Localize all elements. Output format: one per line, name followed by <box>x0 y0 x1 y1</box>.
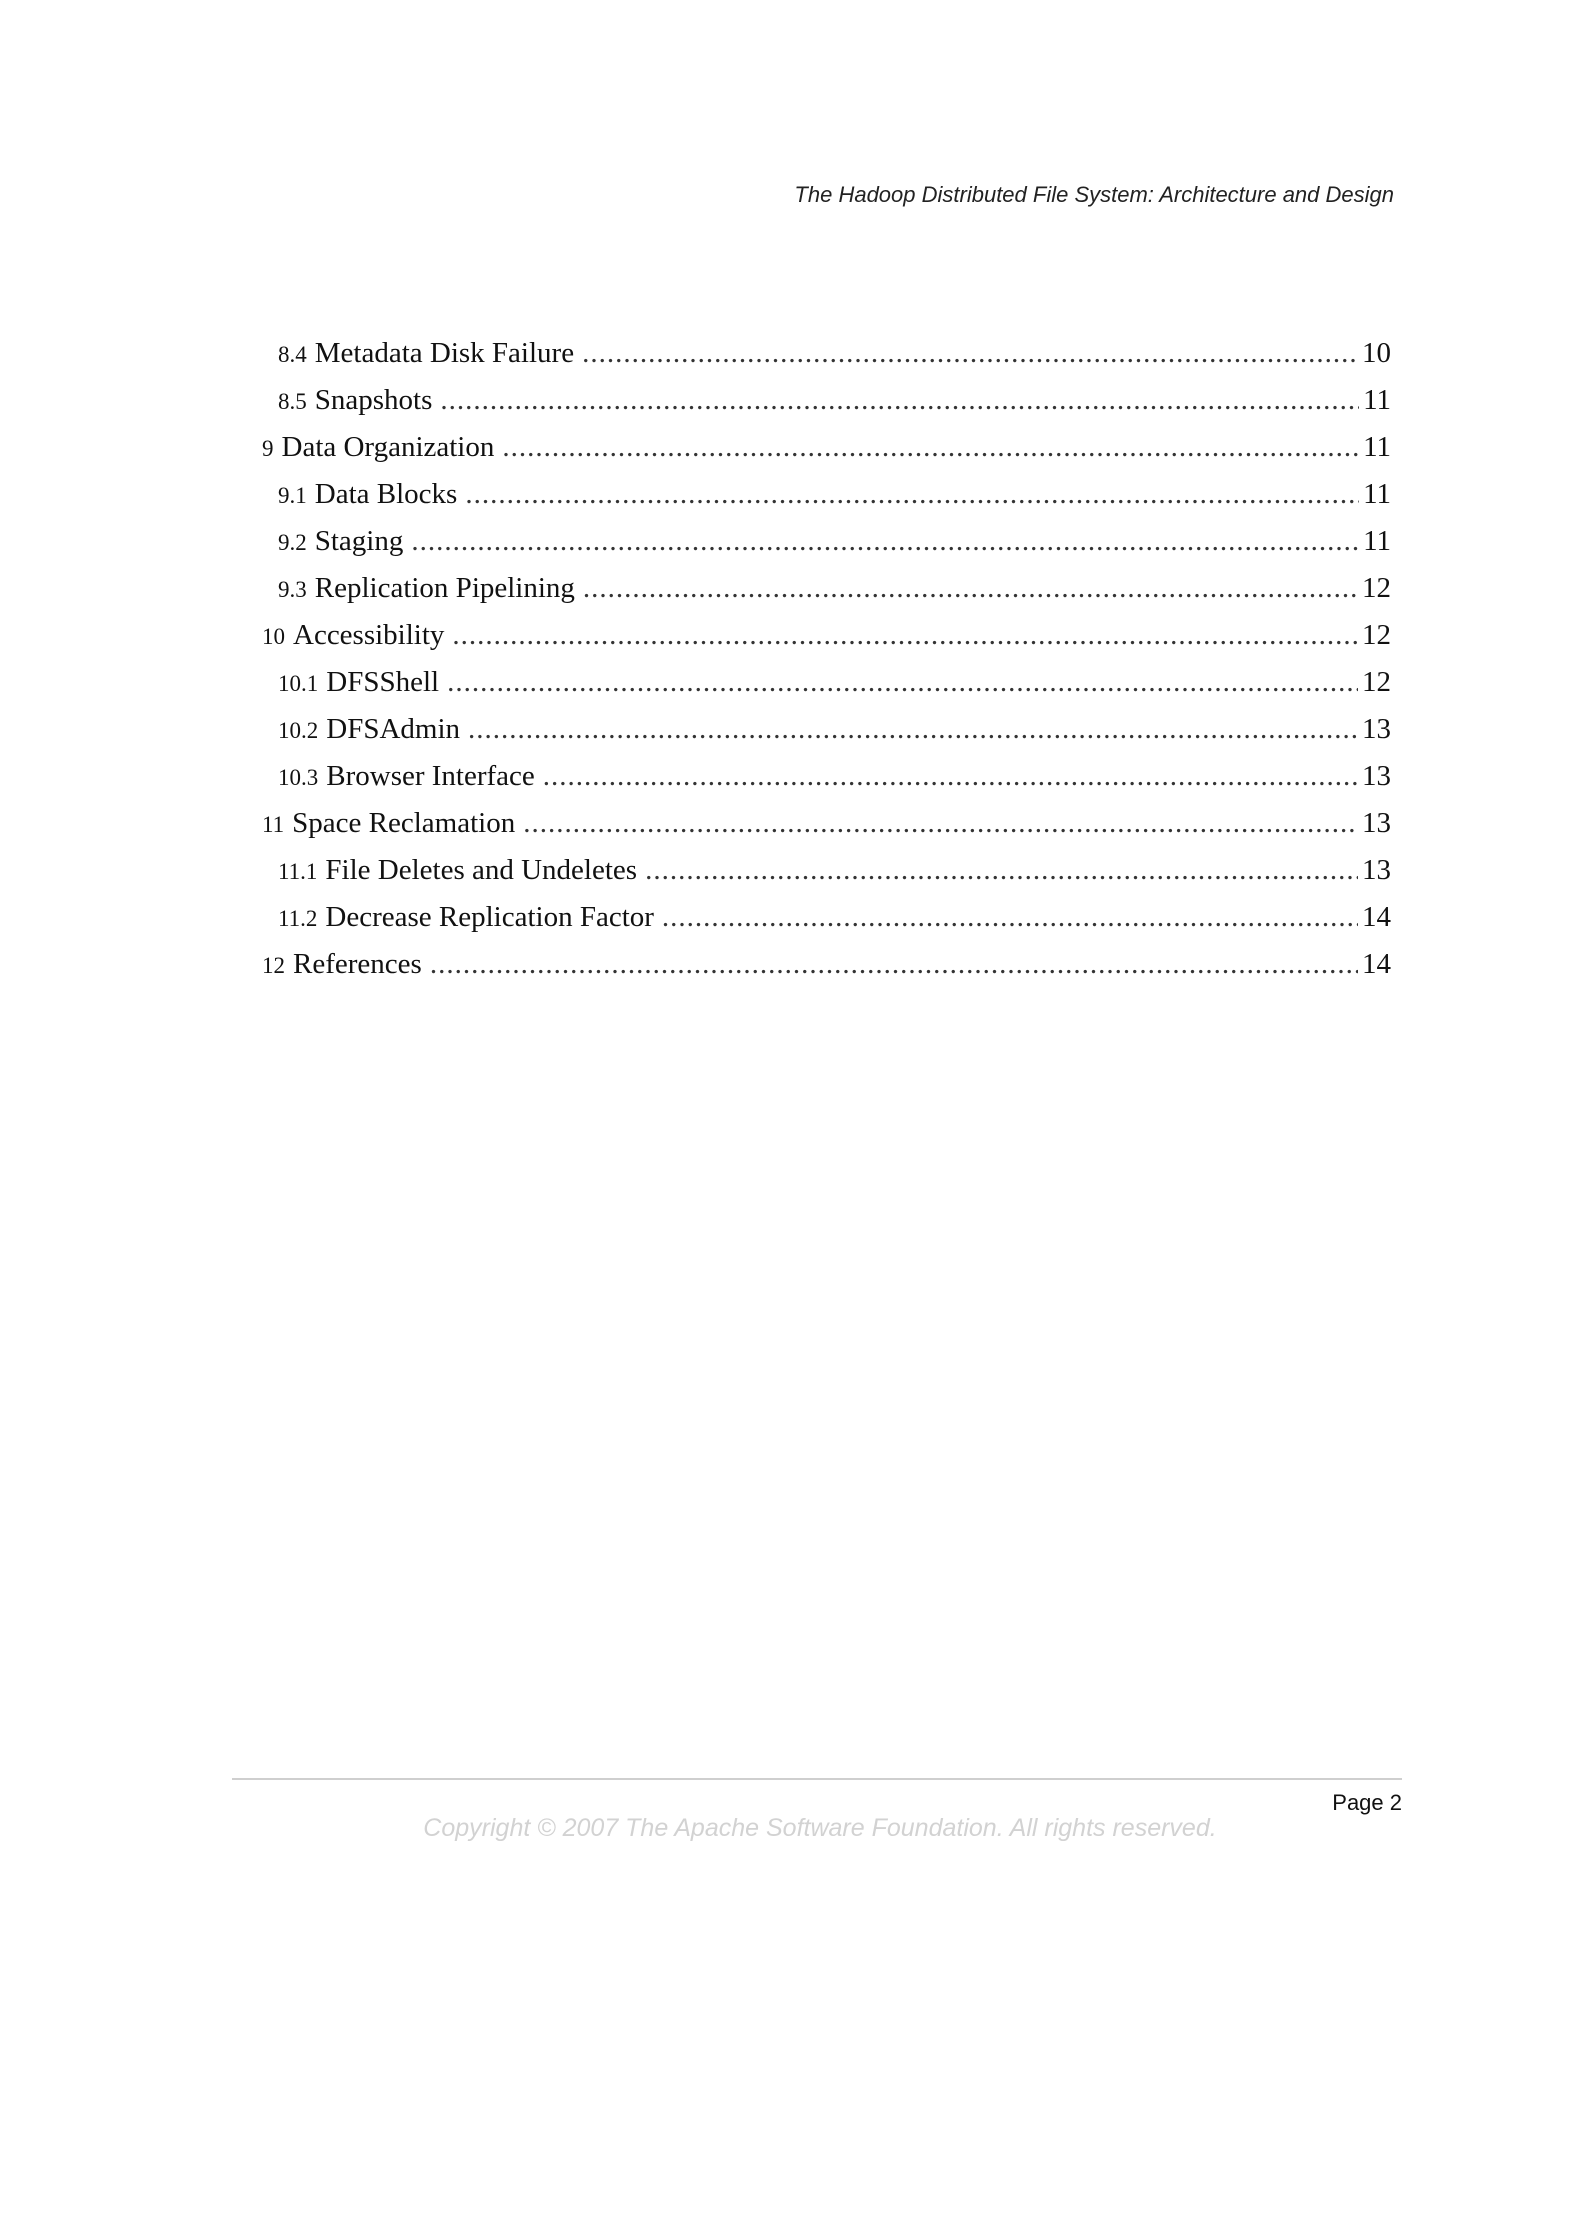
toc-entry[interactable] <box>262 518 1391 565</box>
toc-entry-number: 11.1 <box>278 859 318 884</box>
toc-entry[interactable] <box>262 941 1391 988</box>
toc-entry[interactable] <box>262 753 1391 800</box>
toc-entry-title: Staging <box>314 525 404 557</box>
toc-entry-number: 10 <box>262 624 285 649</box>
toc-entry-title: References <box>293 948 422 980</box>
toc-dot-leader <box>523 800 1358 847</box>
toc-dot-leader <box>430 941 1358 988</box>
toc-entry-page: 11 <box>1363 384 1391 416</box>
page-number: Page 2 <box>1332 1790 1402 1815</box>
toc-entry-title: Replication Pipelining <box>314 572 575 604</box>
footer-divider <box>232 1778 1402 1780</box>
toc-entry-title: Accessibility <box>293 619 445 651</box>
toc-entry-number: 9.1 <box>278 483 307 508</box>
toc-entry[interactable] <box>262 424 1391 471</box>
toc-entry-page: 11 <box>1363 478 1391 510</box>
toc-entry[interactable] <box>262 800 1391 847</box>
toc-entry-title: Metadata Disk Failure <box>314 337 575 369</box>
running-header-title: The Hadoop Distributed File System: Architecture and Design <box>794 182 1394 207</box>
toc-entry-page: 11 <box>1363 525 1391 557</box>
toc-entry-page: 13 <box>1362 854 1391 886</box>
toc-entry-number: 10.3 <box>278 765 319 790</box>
toc-entry-title: Space Reclamation <box>292 807 516 839</box>
toc-entry-title: Snapshots <box>314 384 433 416</box>
toc-entry-page: 12 <box>1362 619 1391 651</box>
toc-entry-page: 11 <box>1363 431 1391 463</box>
toc-entry-number: 8.4 <box>278 342 307 367</box>
toc-entry-page: 14 <box>1362 901 1391 933</box>
toc-entry[interactable] <box>262 471 1391 518</box>
toc-entry-page: 13 <box>1362 760 1391 792</box>
toc-dot-leader <box>452 612 1358 659</box>
toc-entry-page: 10 <box>1362 337 1391 369</box>
toc-entry[interactable] <box>262 847 1391 894</box>
toc-entry-page: 13 <box>1362 713 1391 745</box>
toc-entry[interactable] <box>262 894 1391 941</box>
toc-entry-number: 10.1 <box>278 671 319 696</box>
toc-entry-title: Data Blocks <box>314 478 458 510</box>
toc-entry[interactable] <box>262 565 1391 612</box>
toc-entry-page: 14 <box>1362 948 1391 980</box>
toc-entry-number: 10.2 <box>278 718 319 743</box>
toc-dot-leader <box>440 377 1359 424</box>
toc-entry-number: 9.3 <box>278 577 307 602</box>
toc-dot-leader <box>662 894 1358 941</box>
toc-entry[interactable] <box>262 706 1391 753</box>
toc-entry-number: 11 <box>262 812 285 837</box>
toc-entry-title: DFSShell <box>326 666 440 698</box>
toc-dot-leader <box>502 424 1359 471</box>
copyright-notice: Copyright © 2007 The Apache Software Foundation. All rights reserved. <box>423 1814 1217 1842</box>
toc-entry-number: 8.5 <box>278 389 307 414</box>
toc-dot-leader <box>582 330 1358 377</box>
toc-entry-number: 9.2 <box>278 530 307 555</box>
toc-dot-leader <box>468 706 1358 753</box>
toc-entry-title: File Deletes and Undeletes <box>325 854 638 886</box>
toc-entry[interactable] <box>262 330 1391 377</box>
toc-dot-leader <box>645 847 1358 894</box>
toc-entry-title: Data Organization <box>281 431 495 463</box>
toc-dot-leader <box>411 518 1359 565</box>
toc-entry-title: DFSAdmin <box>326 713 461 745</box>
toc-entry-number: 12 <box>262 953 285 978</box>
toc-dot-leader <box>447 659 1358 706</box>
toc-entry-page: 13 <box>1362 807 1391 839</box>
toc-dot-leader <box>465 471 1359 518</box>
toc-dot-leader <box>583 565 1358 612</box>
toc-entry-page: 12 <box>1362 572 1391 604</box>
toc-entry-title: Browser Interface <box>326 760 535 792</box>
toc-entry[interactable] <box>262 659 1391 706</box>
toc-entry-number: 9 <box>262 436 274 461</box>
toc-entry-page: 12 <box>1362 666 1391 698</box>
toc-entry-number: 11.2 <box>278 906 318 931</box>
table-of-contents <box>262 330 1391 988</box>
toc-entry[interactable] <box>262 377 1391 424</box>
toc-entry-title: Decrease Replication Factor <box>325 901 654 933</box>
toc-entry[interactable] <box>262 612 1391 659</box>
toc-dot-leader <box>543 753 1358 800</box>
